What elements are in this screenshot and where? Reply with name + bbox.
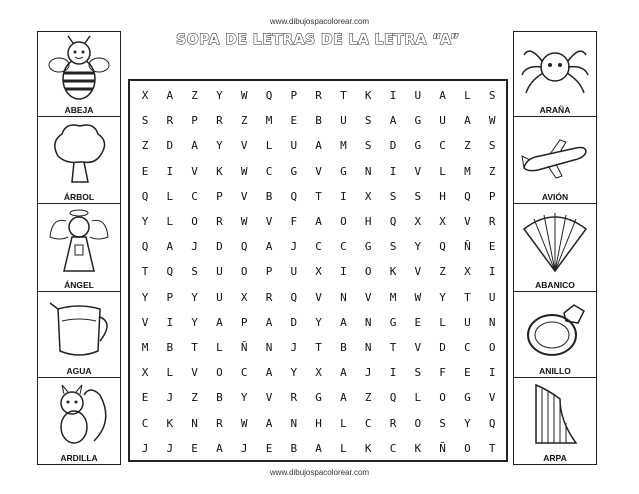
grid-letter: W [240,89,248,102]
grid-letter: W [488,114,496,128]
label-fan: ABANICO [535,280,575,290]
grid-letter: X [439,215,446,228]
grid-letter: C [340,240,347,254]
grid-letter: R [290,391,298,405]
grid-letter: N [364,164,372,178]
grid-letter: V [240,189,248,203]
grid-letter: A [265,240,273,254]
grid-letter: S [389,240,397,254]
grid-letter: Y [141,290,149,304]
label-angel: ÁNGEL [64,280,94,290]
grid-letter: A [265,315,273,329]
grid-letter: U [216,290,223,304]
grid-letter: G [364,240,372,254]
grid-letter: A [389,114,397,128]
grid-letter: Q [265,89,273,102]
grid-letter: B [166,341,174,354]
grid-letter: K [364,441,372,455]
grid-letter: T [488,441,496,455]
right-picture-column [513,31,597,465]
grid-letter: Z [488,164,496,178]
grid-letter: Q [166,265,174,279]
grid-letter: R [315,89,322,102]
grid-letter: W [414,290,422,304]
grid-letter: V [191,164,198,178]
grid-letter: I [166,164,174,178]
grid-letter: Q [290,189,298,203]
grid-letter: I [488,366,496,380]
grid-letter: A [191,139,198,153]
grid-letter: T [389,341,397,354]
grid-letter: A [265,416,273,430]
grid-letter: Q [439,240,446,254]
grid-letter: N [364,341,372,354]
grid-letter: A [216,315,223,329]
grid-letter: R [216,416,223,430]
grid-letter: N [488,315,496,329]
label-bee: ABEJA [64,105,94,115]
grid-letter: T [141,265,149,279]
grid-letter: M [340,139,347,153]
grid-letter: E [414,315,422,329]
grid-letter: E [464,366,471,380]
grid-letter: Ñ [464,240,471,254]
grid-letter: A [216,441,223,455]
grid-letter: D [290,315,298,329]
grid-letter: I [389,164,397,178]
grid-letter: N [290,416,298,430]
grid-letter: V [414,341,422,354]
grid-letter: Ñ [240,341,248,354]
grid-letter: V [488,391,496,405]
grid-letter: J [141,441,149,455]
grid-letter: Q [141,189,149,203]
grid-letter: V [364,290,372,304]
grid-letter: Y [191,290,198,304]
grid-letter: I [340,189,347,203]
grid-letter: J [364,366,372,380]
grid-letter: G [414,139,422,153]
grid-letter: X [364,189,372,203]
grid-letter: Z [141,139,149,153]
grid-letter: W [240,215,248,228]
grid-letter: L [439,315,446,329]
grid-letter: B [340,341,347,354]
grid-letter: T [315,341,322,354]
grid-letter: Z [191,89,198,102]
grid-letter: G [315,391,322,405]
grid-letter: O [439,391,446,405]
label-ring: ANILLO [539,366,571,376]
grid-letter: V [414,164,422,178]
grid-letter: J [290,240,298,254]
grid-letter: A [166,240,174,254]
grid-letter: P [191,114,198,128]
grid-letter: J [166,441,174,455]
harp-icon [520,381,590,449]
grid-letter: A [340,315,347,329]
grid-letter: A [315,441,322,455]
grid-letter: S [439,416,446,430]
grid-letter: X [315,366,322,380]
label-airplane: AVIÓN [541,192,569,202]
word-search-grid [128,79,508,462]
grid-letter: V [464,215,471,228]
grid-letter: C [240,366,248,380]
grid-letter: L [166,189,174,203]
squirrel-icon [44,381,114,449]
grid-letter: I [389,89,397,102]
grid-letter: S [389,189,397,203]
grid-letter: I [389,366,397,380]
grid-letter: P [290,89,298,102]
grid-letter: N [265,341,273,354]
grid-letter: Z [191,391,198,405]
grid-letter: Y [191,315,198,329]
grid-letter: L [340,416,347,430]
grid-letter: P [240,315,248,329]
grid-letter: I [488,265,496,279]
grid-letter: E [191,441,198,455]
grid-letter: A [315,139,322,153]
grid-letter: S [414,189,422,203]
grid-letter: F [290,215,298,228]
grid-letter: K [364,89,372,102]
grid-letter: R [166,114,174,128]
grid-letter: N [364,315,372,329]
grid-letter: S [414,366,422,380]
picture-cell-ring [514,292,596,378]
grid-letter: V [141,315,149,329]
grid-letter: R [488,215,496,228]
grid-letter: C [464,341,471,354]
grid-letter: S [364,139,372,153]
ring-icon [520,295,590,361]
picture-cell-water [38,292,120,378]
grid-letter: C [315,240,322,254]
grid-letter: M [464,164,471,178]
grid-letter: V [240,139,248,153]
grid-letter: Q [141,240,149,254]
grid-letter: R [216,114,223,128]
grid-letter: C [191,189,198,203]
picture-cell-angel [38,204,120,292]
tree-icon [44,120,114,188]
grid-letter: A [265,366,273,380]
grid-letter: J [191,240,198,254]
grid-letter: J [166,391,174,405]
picture-cell-airplane [514,117,596,204]
grid-letter: O [340,215,347,228]
grid-letter: V [315,290,322,304]
grid-letter: D [166,139,174,153]
picture-cell-spider [514,32,596,117]
grid-letter: V [265,391,273,405]
grid-letter: T [464,290,471,304]
grid-letter: X [240,290,248,304]
grid-letter: R [216,215,223,228]
grid-letter: O [414,416,422,430]
grid-letter: B [290,441,298,455]
site-url-top: www.dibujospacolorear.com [269,17,370,26]
grid-letter: Z [364,391,372,405]
grid-letter: C [364,416,372,430]
grid-letter: A [340,366,347,380]
grid-letter: X [141,89,149,102]
grid-letter: K [216,164,223,178]
grid-letter: N [191,416,198,430]
grid-letter: B [216,391,223,405]
grid-letter: U [290,139,298,153]
grid-letter: W [240,164,248,178]
grid-letter: E [141,391,149,405]
grid-letter: Z [240,114,248,128]
grid-letter: J [290,341,298,354]
grid-letter: O [216,366,223,380]
grid-letter: U [216,265,223,279]
grid-letter: Q [389,391,397,405]
grid-letter: Y [290,366,298,380]
label-water: AGUA [66,366,92,376]
fan-icon [520,207,590,277]
label-tree: ÁRBOL [63,192,95,202]
grid-letter: Y [216,89,223,102]
grid-letter: N [340,290,347,304]
grid-letter: X [464,265,471,279]
grid-letter: M [141,341,149,354]
grid-letter: T [340,89,347,102]
grid-letter: L [216,341,223,354]
grid-letter: K [389,265,397,279]
grid-letter: D [216,240,223,254]
grid-letter: U [340,114,347,128]
grid-letter: C [439,139,446,153]
grid-letter: G [464,391,471,405]
label-spider: ARAÑA [539,105,571,115]
grid-letter: E [290,114,298,128]
grid-letter: B [315,114,322,128]
grid-letter: H [315,416,322,430]
airplane-icon [520,120,590,188]
grid-letter: S [191,265,198,279]
grid-letter: J [240,441,248,455]
grid-letter: L [265,139,273,153]
grid-letter: P [166,290,174,304]
grid-letter: V [265,215,273,228]
grid-letter: O [240,265,248,279]
grid-letter: C [389,441,397,455]
grid-letter: X [315,265,322,279]
grid-letter: S [364,114,372,128]
picture-cell-squirrel [38,378,120,464]
grid-letter: A [166,89,174,102]
picture-cell-bee [38,32,120,117]
label-harp: ARPA [543,453,567,463]
grid-letter: H [439,189,446,203]
grid-letter: Q [464,189,471,203]
grid-letter: P [488,189,496,203]
angel-icon [44,207,114,277]
grid-letter: B [265,189,273,203]
grid-letter: Q [389,215,397,228]
grid-letter: T [191,341,198,354]
picture-cell-tree [38,117,120,204]
bee-icon [44,35,114,103]
grid-letter: I [340,265,347,279]
grid-letter: P [265,265,273,279]
grid-letter: G [340,164,347,178]
grid-letter: L [166,366,174,380]
grid-letter: C [141,416,149,430]
grid-letter: Q [240,240,248,254]
grid-letter: E [141,164,149,178]
grid-letter: C [265,164,273,178]
grid-letter: G [290,164,298,178]
site-url-bottom: www.dibujospacolorear.com [269,468,370,477]
grid-letter: A [340,391,347,405]
grid-letter: W [240,416,248,430]
grid-letter: T [315,189,322,203]
grid-letter: Z [439,265,446,279]
grid-letter: Y [464,416,471,430]
grid-letter: F [439,366,446,380]
grid-letter: A [315,215,322,228]
left-picture-column [37,31,121,465]
grid-letter: Y [240,391,248,405]
grid-letter: L [464,89,471,102]
grid-letter: Y [141,215,149,228]
grid-letter: D [389,139,397,153]
grid-letter: U [290,265,298,279]
picture-cell-fan [514,204,596,292]
grid-letter: G [414,114,422,128]
grid-letter: K [414,441,422,455]
grid-letter: S [488,139,496,153]
spider-icon [520,35,590,103]
grid-letter: Y [439,290,446,304]
grid-letter: E [265,441,273,455]
grid-letter: O [488,341,496,354]
grid-letter: S [488,89,496,102]
grid-letter: Z [464,139,471,153]
grid-letter: U [439,114,446,128]
grid-letter: K [166,416,174,430]
grid-letter: Y [414,240,422,254]
page-title: SOPA DE LETRAS DE LA LETRA “A” [176,32,460,48]
grid-letter: I [166,315,174,329]
grid-letter: G [389,315,397,329]
grid-letter: Q [290,290,298,304]
grid-letter: V [191,366,198,380]
grid-letter: L [439,164,446,178]
label-squirrel: ARDILLA [60,453,98,463]
grid-letter: A [439,89,446,102]
grid-letter: U [414,89,422,102]
grid-letter: S [141,114,149,128]
grid-letter: L [414,391,422,405]
water-pitcher-icon [44,295,114,361]
grid-letter: R [265,290,273,304]
grid-letter: P [216,189,223,203]
grid-letter: Y [315,315,322,329]
grid-letter: O [464,441,471,455]
grid-letter: V [414,265,422,279]
picture-cell-harp [514,378,596,464]
grid-letter: E [488,240,496,254]
grid-letter: L [166,215,174,228]
grid-letter: U [488,290,496,304]
grid-letter: M [265,114,273,128]
grid-letter: Q [488,416,496,430]
grid-letter: D [439,341,446,354]
grid-letter: H [364,215,372,228]
grid-letter: O [191,215,198,228]
grid-letter: Y [216,139,223,153]
grid-letter: O [364,265,372,279]
grid-letter: V [315,164,322,178]
grid-letter: U [464,315,471,329]
grid-letter: R [389,416,397,430]
grid-letter: X [414,215,422,228]
grid-letter: M [389,290,397,304]
grid-letter: X [141,366,149,380]
grid-letter: Ñ [439,441,446,455]
grid-letter: L [340,441,347,455]
grid-letter: A [464,114,471,128]
